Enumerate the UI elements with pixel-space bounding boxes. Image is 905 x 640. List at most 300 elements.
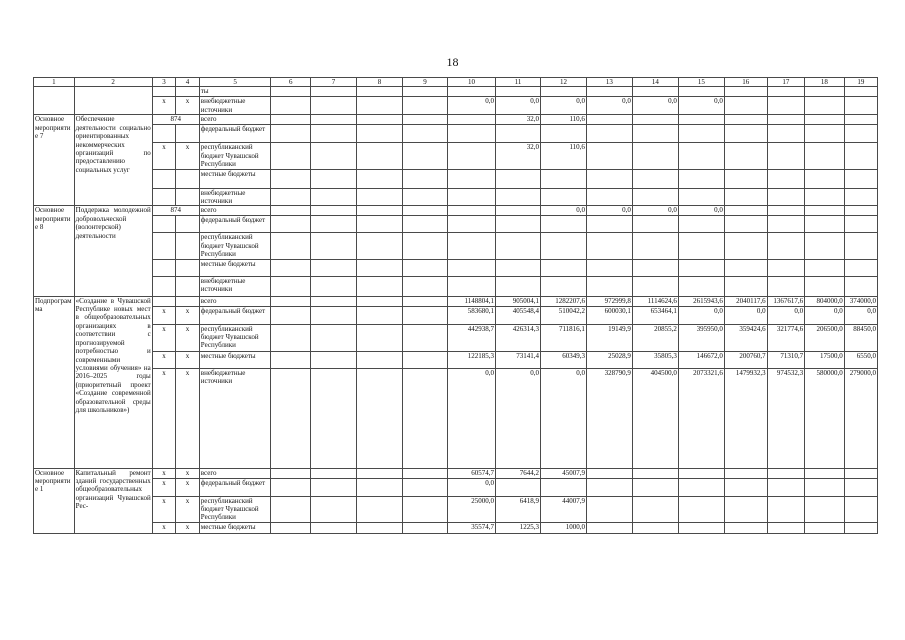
value-cell xyxy=(805,468,845,478)
value-cell xyxy=(805,87,845,97)
value-cell: 0,0 xyxy=(678,97,724,115)
empty-cell xyxy=(402,216,447,233)
value-cell xyxy=(678,188,724,206)
empty-cell xyxy=(311,169,357,188)
empty-cell xyxy=(402,496,447,522)
value-cell xyxy=(767,143,804,169)
value-cell xyxy=(805,125,845,143)
empty-cell xyxy=(271,143,311,169)
funding-source-cell: всего xyxy=(199,468,271,478)
value-cell: 44007,9 xyxy=(540,496,586,522)
empty-cell xyxy=(357,351,403,368)
empty-cell xyxy=(271,115,311,125)
empty-cell xyxy=(402,115,447,125)
value-cell: 0,0 xyxy=(447,368,495,468)
code-cell xyxy=(152,125,176,143)
header-cell: 4 xyxy=(176,78,200,87)
value-cell: 206500,0 xyxy=(805,324,845,351)
value-cell xyxy=(805,188,845,206)
header-row xyxy=(34,78,878,87)
table-row xyxy=(34,478,878,496)
value-cell xyxy=(805,259,845,276)
value-cell: 359424,6 xyxy=(724,324,767,351)
header-cell: 3 xyxy=(152,78,176,87)
value-cell xyxy=(586,143,632,169)
value-cell xyxy=(540,478,586,496)
value-cell: 600030,1 xyxy=(586,306,632,324)
value-cell xyxy=(724,216,767,233)
value-cell: 0,0 xyxy=(586,206,632,216)
code-cell: x xyxy=(176,468,200,478)
value-cell xyxy=(724,188,767,206)
value-cell xyxy=(724,87,767,97)
code-cell xyxy=(176,87,200,97)
value-cell xyxy=(844,233,877,259)
code-cell: x xyxy=(176,97,200,115)
value-cell: 0,0 xyxy=(844,306,877,324)
empty-cell xyxy=(271,296,311,306)
value-cell xyxy=(767,115,804,125)
value-cell: 88450,0 xyxy=(844,324,877,351)
value-cell: 1225,3 xyxy=(496,522,541,533)
funding-source-cell: всего xyxy=(199,206,271,216)
value-cell xyxy=(767,276,804,296)
value-cell xyxy=(724,233,767,259)
empty-cell xyxy=(271,276,311,296)
value-cell xyxy=(447,233,495,259)
value-cell: 1114624,6 xyxy=(632,296,678,306)
value-cell xyxy=(540,259,586,276)
funding-source-cell: республиканский бюджет Чувашской Республики xyxy=(199,324,271,351)
empty-cell xyxy=(402,233,447,259)
value-cell xyxy=(632,496,678,522)
program-level-cell: Основное мероприятие 8 xyxy=(34,206,75,296)
empty-cell xyxy=(402,368,447,468)
code-cell xyxy=(176,125,200,143)
value-cell xyxy=(496,169,541,188)
empty-cell xyxy=(311,143,357,169)
value-cell xyxy=(586,522,632,533)
value-cell: 279000,0 xyxy=(844,368,877,468)
header-cell: 18 xyxy=(805,78,845,87)
value-cell: 2040117,6 xyxy=(724,296,767,306)
value-cell: 583680,1 xyxy=(447,306,495,324)
value-cell xyxy=(447,276,495,296)
value-cell xyxy=(844,259,877,276)
header-cell: 1 xyxy=(34,78,75,87)
code-cell: x xyxy=(176,496,200,522)
code-cell: x xyxy=(152,468,176,478)
value-cell: 0,0 xyxy=(496,97,541,115)
empty-cell xyxy=(311,522,357,533)
value-cell: 110,6 xyxy=(540,115,586,125)
empty-cell xyxy=(402,97,447,115)
value-cell: 17500,0 xyxy=(805,351,845,368)
empty-cell xyxy=(311,233,357,259)
value-cell: 20855,2 xyxy=(632,324,678,351)
value-cell: 405548,4 xyxy=(496,306,541,324)
value-cell xyxy=(767,188,804,206)
value-cell xyxy=(540,169,586,188)
value-cell xyxy=(678,143,724,169)
value-cell: 1000,0 xyxy=(540,522,586,533)
value-cell xyxy=(632,115,678,125)
empty-cell xyxy=(402,87,447,97)
empty-cell xyxy=(271,351,311,368)
empty-cell xyxy=(357,233,403,259)
empty-cell xyxy=(311,496,357,522)
value-cell xyxy=(632,478,678,496)
header-cell: 12 xyxy=(540,78,586,87)
value-cell xyxy=(632,87,678,97)
value-cell xyxy=(844,125,877,143)
value-cell xyxy=(586,115,632,125)
value-cell: 0,0 xyxy=(496,368,541,468)
empty-cell xyxy=(402,206,447,216)
value-cell: 510042,2 xyxy=(540,306,586,324)
empty-cell xyxy=(357,522,403,533)
empty-cell xyxy=(271,206,311,216)
responsible-code-cell: 874 xyxy=(152,115,199,125)
value-cell xyxy=(805,143,845,169)
value-cell xyxy=(632,125,678,143)
code-cell: x xyxy=(152,324,176,351)
empty-cell xyxy=(311,259,357,276)
funding-source-cell: местные бюджеты xyxy=(199,351,271,368)
code-cell: x xyxy=(152,368,176,468)
budget-table xyxy=(33,77,878,534)
program-name-cell: Капитальный ремонт зданий государственных общеобразовательных организаций Чувашской Рес- xyxy=(74,468,152,533)
empty-cell xyxy=(271,324,311,351)
value-cell xyxy=(767,125,804,143)
value-cell: 0,0 xyxy=(767,306,804,324)
value-cell xyxy=(724,97,767,115)
funding-source-cell: внебюджетные источники xyxy=(199,276,271,296)
empty-cell xyxy=(271,169,311,188)
value-cell xyxy=(767,478,804,496)
value-cell: 395950,0 xyxy=(678,324,724,351)
value-cell: 35805,3 xyxy=(632,351,678,368)
value-cell xyxy=(496,233,541,259)
value-cell xyxy=(805,169,845,188)
funding-source-cell: местные бюджеты xyxy=(199,169,271,188)
code-cell xyxy=(176,169,200,188)
value-cell: 1148804,1 xyxy=(447,296,495,306)
value-cell xyxy=(540,188,586,206)
value-cell xyxy=(586,468,632,478)
page-number: 18 xyxy=(446,55,459,69)
empty-cell xyxy=(311,216,357,233)
value-cell: 0,0 xyxy=(586,97,632,115)
empty-cell xyxy=(311,97,357,115)
value-cell xyxy=(496,206,541,216)
code-cell: x xyxy=(176,306,200,324)
empty-cell xyxy=(271,468,311,478)
code-cell: x xyxy=(176,143,200,169)
value-cell: 1367617,6 xyxy=(767,296,804,306)
value-cell xyxy=(844,169,877,188)
empty-cell xyxy=(357,97,403,115)
code-cell: x xyxy=(152,351,176,368)
value-cell: 0,0 xyxy=(540,368,586,468)
code-cell: x xyxy=(152,306,176,324)
empty-cell xyxy=(357,206,403,216)
funding-source-cell: местные бюджеты xyxy=(199,259,271,276)
value-cell xyxy=(678,276,724,296)
value-cell xyxy=(767,87,804,97)
empty-cell xyxy=(357,115,403,125)
table-row xyxy=(34,188,878,206)
value-cell xyxy=(586,478,632,496)
value-cell xyxy=(496,87,541,97)
value-cell xyxy=(678,125,724,143)
header-cell: 13 xyxy=(586,78,632,87)
empty-cell xyxy=(311,206,357,216)
code-cell xyxy=(152,169,176,188)
table-row xyxy=(34,259,878,276)
value-cell xyxy=(447,206,495,216)
value-cell xyxy=(844,216,877,233)
empty-cell xyxy=(311,296,357,306)
value-cell: 60574,7 xyxy=(447,468,495,478)
value-cell xyxy=(844,188,877,206)
code-cell: x xyxy=(152,496,176,522)
empty-cell xyxy=(271,125,311,143)
value-cell xyxy=(586,233,632,259)
empty-cell xyxy=(271,216,311,233)
code-cell xyxy=(176,188,200,206)
value-cell xyxy=(678,478,724,496)
value-cell xyxy=(586,259,632,276)
value-cell: 25000,0 xyxy=(447,496,495,522)
value-cell: 71310,7 xyxy=(767,351,804,368)
header-cell: 16 xyxy=(724,78,767,87)
value-cell xyxy=(724,259,767,276)
value-cell xyxy=(632,276,678,296)
code-cell xyxy=(176,276,200,296)
value-cell xyxy=(586,169,632,188)
value-cell xyxy=(767,259,804,276)
table-row xyxy=(34,115,878,125)
empty-cell xyxy=(357,368,403,468)
header-cell: 8 xyxy=(357,78,403,87)
value-cell xyxy=(724,206,767,216)
value-cell xyxy=(447,259,495,276)
value-cell: 426314,3 xyxy=(496,324,541,351)
value-cell: 653464,1 xyxy=(632,306,678,324)
value-cell xyxy=(632,216,678,233)
code-cell: x xyxy=(176,522,200,533)
value-cell: 73141,4 xyxy=(496,351,541,368)
empty-cell xyxy=(402,169,447,188)
value-cell xyxy=(540,125,586,143)
empty-cell xyxy=(357,125,403,143)
empty-cell xyxy=(402,478,447,496)
value-cell xyxy=(678,115,724,125)
value-cell xyxy=(767,206,804,216)
code-cell: x xyxy=(176,478,200,496)
value-cell xyxy=(447,125,495,143)
funding-source-cell: федеральный бюджет xyxy=(199,216,271,233)
value-cell: 0,0 xyxy=(632,206,678,216)
table-row xyxy=(34,143,878,169)
value-cell xyxy=(678,169,724,188)
value-cell xyxy=(447,115,495,125)
empty-cell xyxy=(402,296,447,306)
funding-source-cell: внебюджетные источники xyxy=(199,188,271,206)
value-cell xyxy=(447,143,495,169)
value-cell xyxy=(767,169,804,188)
value-cell xyxy=(447,87,495,97)
funding-source-cell: федеральный бюджет xyxy=(199,125,271,143)
value-cell xyxy=(805,478,845,496)
table-row xyxy=(34,324,878,351)
empty-cell xyxy=(271,522,311,533)
table-row xyxy=(34,125,878,143)
value-cell xyxy=(540,87,586,97)
value-cell: 200760,7 xyxy=(724,351,767,368)
code-cell xyxy=(176,296,200,306)
value-cell xyxy=(844,478,877,496)
code-cell xyxy=(152,259,176,276)
value-cell: 35574,7 xyxy=(447,522,495,533)
value-cell xyxy=(844,143,877,169)
value-cell xyxy=(540,233,586,259)
value-cell: 2615943,6 xyxy=(678,296,724,306)
header-cell: 6 xyxy=(271,78,311,87)
program-name-cell: Обеспечение деятельности социально ориентированных некоммерческих организаций по предоставлению социальных услуг xyxy=(74,115,152,206)
table-row xyxy=(34,522,878,533)
value-cell xyxy=(632,233,678,259)
value-cell xyxy=(767,496,804,522)
code-cell xyxy=(176,233,200,259)
empty-cell xyxy=(311,87,357,97)
empty-cell xyxy=(402,522,447,533)
value-cell: 404500,0 xyxy=(632,368,678,468)
value-cell: 905004,1 xyxy=(496,296,541,306)
value-cell xyxy=(724,522,767,533)
value-cell xyxy=(632,468,678,478)
code-cell: x xyxy=(152,522,176,533)
program-name-cell xyxy=(74,87,152,115)
value-cell: 0,0 xyxy=(724,306,767,324)
value-cell: 0,0 xyxy=(632,97,678,115)
table-row xyxy=(34,496,878,522)
empty-cell xyxy=(271,478,311,496)
empty-cell xyxy=(357,306,403,324)
program-level-cell xyxy=(34,87,75,115)
table-row xyxy=(34,468,878,478)
header-cell: 7 xyxy=(311,78,357,87)
value-cell xyxy=(724,496,767,522)
value-cell xyxy=(767,97,804,115)
value-cell: 19149,9 xyxy=(586,324,632,351)
table-row xyxy=(34,233,878,259)
funding-source-cell: внебюджетные источники xyxy=(199,368,271,468)
empty-cell xyxy=(311,188,357,206)
value-cell xyxy=(767,468,804,478)
empty-cell xyxy=(311,276,357,296)
value-cell xyxy=(805,115,845,125)
empty-cell xyxy=(402,324,447,351)
code-cell xyxy=(152,188,176,206)
funding-source-cell: ты xyxy=(199,87,271,97)
value-cell: 32,0 xyxy=(496,143,541,169)
value-cell xyxy=(724,276,767,296)
empty-cell xyxy=(357,87,403,97)
code-cell xyxy=(152,276,176,296)
value-cell xyxy=(767,522,804,533)
header-cell: 5 xyxy=(199,78,271,87)
value-cell: 2073321,6 xyxy=(678,368,724,468)
value-cell xyxy=(586,188,632,206)
code-cell xyxy=(176,259,200,276)
value-cell xyxy=(678,496,724,522)
value-cell: 711816,1 xyxy=(540,324,586,351)
program-name-cell: «Создание в Чувашской Республике новых мест в общеобразовательных организациях в соответствии с прогнозируемой потребностью и современными условиями обучения» на 2016–2025 годы (приоритетный проект «Создание современной образовательной среды для школьников») xyxy=(74,296,152,468)
code-cell xyxy=(152,216,176,233)
value-cell xyxy=(805,216,845,233)
table-row xyxy=(34,306,878,324)
value-cell xyxy=(496,125,541,143)
empty-cell xyxy=(271,87,311,97)
value-cell: 0,0 xyxy=(447,97,495,115)
funding-source-cell: республиканский бюджет Чувашской Республики xyxy=(199,496,271,522)
program-level-cell: Основное мероприятие 1 xyxy=(34,468,75,533)
value-cell xyxy=(805,496,845,522)
value-cell xyxy=(632,259,678,276)
value-cell xyxy=(632,522,678,533)
value-cell xyxy=(586,125,632,143)
empty-cell xyxy=(402,143,447,169)
empty-cell xyxy=(311,468,357,478)
value-cell xyxy=(447,169,495,188)
value-cell xyxy=(844,468,877,478)
value-cell xyxy=(805,522,845,533)
value-cell xyxy=(724,478,767,496)
table-row xyxy=(34,87,878,97)
code-cell xyxy=(152,87,176,97)
value-cell xyxy=(805,276,845,296)
funding-source-cell: республиканский бюджет Чувашской Республики xyxy=(199,233,271,259)
code-cell: x xyxy=(176,368,200,468)
empty-cell xyxy=(357,216,403,233)
value-cell xyxy=(724,468,767,478)
value-cell xyxy=(724,169,767,188)
header-cell: 11 xyxy=(496,78,541,87)
empty-cell xyxy=(402,259,447,276)
value-cell xyxy=(724,115,767,125)
value-cell xyxy=(678,87,724,97)
value-cell: 972999,8 xyxy=(586,296,632,306)
value-cell xyxy=(496,188,541,206)
table-row xyxy=(34,276,878,296)
value-cell xyxy=(496,216,541,233)
empty-cell xyxy=(311,115,357,125)
value-cell xyxy=(632,188,678,206)
value-cell: 7644,2 xyxy=(496,468,541,478)
value-cell xyxy=(805,97,845,115)
table-row xyxy=(34,97,878,115)
empty-cell xyxy=(357,169,403,188)
empty-cell xyxy=(402,125,447,143)
empty-cell xyxy=(271,306,311,324)
value-cell: 0,0 xyxy=(540,206,586,216)
value-cell xyxy=(496,478,541,496)
empty-cell xyxy=(402,276,447,296)
empty-cell xyxy=(311,478,357,496)
value-cell: 0,0 xyxy=(678,206,724,216)
